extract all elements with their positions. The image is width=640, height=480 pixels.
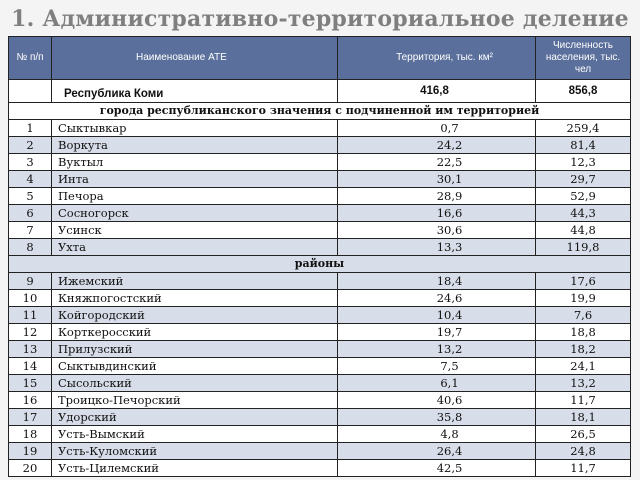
row-territory: 0,7 — [338, 120, 536, 137]
row-territory: 35,8 — [338, 409, 536, 426]
row-territory: 18,4 — [338, 273, 536, 290]
page-title: 1. Административно-территориальное деление — [11, 6, 629, 32]
row-population: 11,7 — [536, 392, 631, 409]
row-name: Троицко-Печорский — [52, 392, 338, 409]
section-districts-row — [9, 256, 631, 273]
row-name: Сосногорск — [52, 205, 338, 222]
row-num: 14 — [9, 358, 52, 375]
row-population: 7,6 — [536, 307, 631, 324]
row-population: 26,5 — [536, 426, 631, 443]
row-name: Воркута — [52, 137, 338, 154]
row-num: 19 — [9, 443, 52, 460]
row-population: 12,3 — [536, 154, 631, 171]
table-row — [9, 324, 631, 341]
row-name: Вуктыл — [52, 154, 338, 171]
ate-table — [8, 36, 631, 477]
table-row — [9, 154, 631, 171]
row-territory: 10,4 — [338, 307, 536, 324]
total-num — [9, 80, 52, 103]
row-population: 81,4 — [536, 137, 631, 154]
row-territory: 4,8 — [338, 426, 536, 443]
table-row — [9, 137, 631, 154]
row-population: 18,8 — [536, 324, 631, 341]
row-territory: 7,5 — [338, 358, 536, 375]
row-name: Усинск — [52, 222, 338, 239]
row-num: 10 — [9, 290, 52, 307]
table-row — [9, 443, 631, 460]
table-row — [9, 375, 631, 392]
row-num: 12 — [9, 324, 52, 341]
row-name: Усть-Куломский — [52, 443, 338, 460]
row-name: Усть-Цилемский — [52, 460, 338, 477]
row-name: Сыктывкар — [52, 120, 338, 137]
row-population: 13,2 — [536, 375, 631, 392]
table-row — [9, 358, 631, 375]
row-name: Ижемский — [52, 273, 338, 290]
row-num: 2 — [9, 137, 52, 154]
row-territory: 6,1 — [338, 375, 536, 392]
header-population: Численность населения, тыс. чел — [536, 37, 631, 80]
row-territory: 28,9 — [338, 188, 536, 205]
row-population: 18,2 — [536, 341, 631, 358]
row-population: 52,9 — [536, 188, 631, 205]
row-territory: 30,1 — [338, 171, 536, 188]
row-population: 24,8 — [536, 443, 631, 460]
row-num: 13 — [9, 341, 52, 358]
row-num: 5 — [9, 188, 52, 205]
table-row — [9, 205, 631, 222]
table-row — [9, 188, 631, 205]
row-population: 44,3 — [536, 205, 631, 222]
section-districts-heading: районы — [9, 256, 631, 273]
total-name: Республика Коми — [52, 80, 338, 103]
row-territory: 16,6 — [338, 205, 536, 222]
table-row — [9, 426, 631, 443]
total-row — [9, 80, 631, 103]
table-row — [9, 222, 631, 239]
table-row — [9, 341, 631, 358]
row-name: Усть-Вымский — [52, 426, 338, 443]
row-population: 44,8 — [536, 222, 631, 239]
row-name: Сыктывдинский — [52, 358, 338, 375]
row-territory: 24,6 — [338, 290, 536, 307]
row-name: Ухта — [52, 239, 338, 256]
row-name: Княжпогостский — [52, 290, 338, 307]
row-population: 17,6 — [536, 273, 631, 290]
table-row — [9, 307, 631, 324]
row-territory: 19,7 — [338, 324, 536, 341]
row-population: 18,1 — [536, 409, 631, 426]
table-row — [9, 392, 631, 409]
row-name: Прилузский — [52, 341, 338, 358]
header-territory: Территория, тыс. км² — [338, 37, 536, 80]
row-population: 11,7 — [536, 460, 631, 477]
row-name: Инта — [52, 171, 338, 188]
table-header-row — [9, 37, 631, 80]
row-name: Корткеросский — [52, 324, 338, 341]
row-population: 119,8 — [536, 239, 631, 256]
row-num: 6 — [9, 205, 52, 222]
section-cities-heading: города республиканского значения с подчиненной им территорией — [9, 103, 631, 120]
row-num: 8 — [9, 239, 52, 256]
row-num: 1 — [9, 120, 52, 137]
row-territory: 42,5 — [338, 460, 536, 477]
row-territory: 26,4 — [338, 443, 536, 460]
table-row — [9, 460, 631, 477]
header-num: № п/п — [9, 37, 52, 80]
table-row — [9, 171, 631, 188]
section-cities-row — [9, 103, 631, 120]
header-name: Наименование АТЕ — [52, 37, 338, 80]
total-population: 856,8 — [536, 80, 631, 103]
row-num: 9 — [9, 273, 52, 290]
table-row — [9, 273, 631, 290]
row-num: 17 — [9, 409, 52, 426]
row-num: 11 — [9, 307, 52, 324]
row-territory: 30,6 — [338, 222, 536, 239]
row-population: 259,4 — [536, 120, 631, 137]
row-num: 20 — [9, 460, 52, 477]
row-num: 4 — [9, 171, 52, 188]
total-territory: 416,8 — [338, 80, 536, 103]
row-name: Койгородский — [52, 307, 338, 324]
table-row — [9, 409, 631, 426]
row-num: 3 — [9, 154, 52, 171]
row-population: 24,1 — [536, 358, 631, 375]
row-population: 19,9 — [536, 290, 631, 307]
row-territory: 24,2 — [338, 137, 536, 154]
row-name: Сысольский — [52, 375, 338, 392]
row-num: 18 — [9, 426, 52, 443]
row-territory: 40,6 — [338, 392, 536, 409]
row-num: 16 — [9, 392, 52, 409]
row-num: 15 — [9, 375, 52, 392]
table-row — [9, 239, 631, 256]
row-num: 7 — [9, 222, 52, 239]
table-row — [9, 120, 631, 137]
row-territory: 22,5 — [338, 154, 536, 171]
row-name: Печора — [52, 188, 338, 205]
table-row — [9, 290, 631, 307]
row-name: Удорский — [52, 409, 338, 426]
row-population: 29,7 — [536, 171, 631, 188]
row-territory: 13,3 — [338, 239, 536, 256]
row-territory: 13,2 — [338, 341, 536, 358]
